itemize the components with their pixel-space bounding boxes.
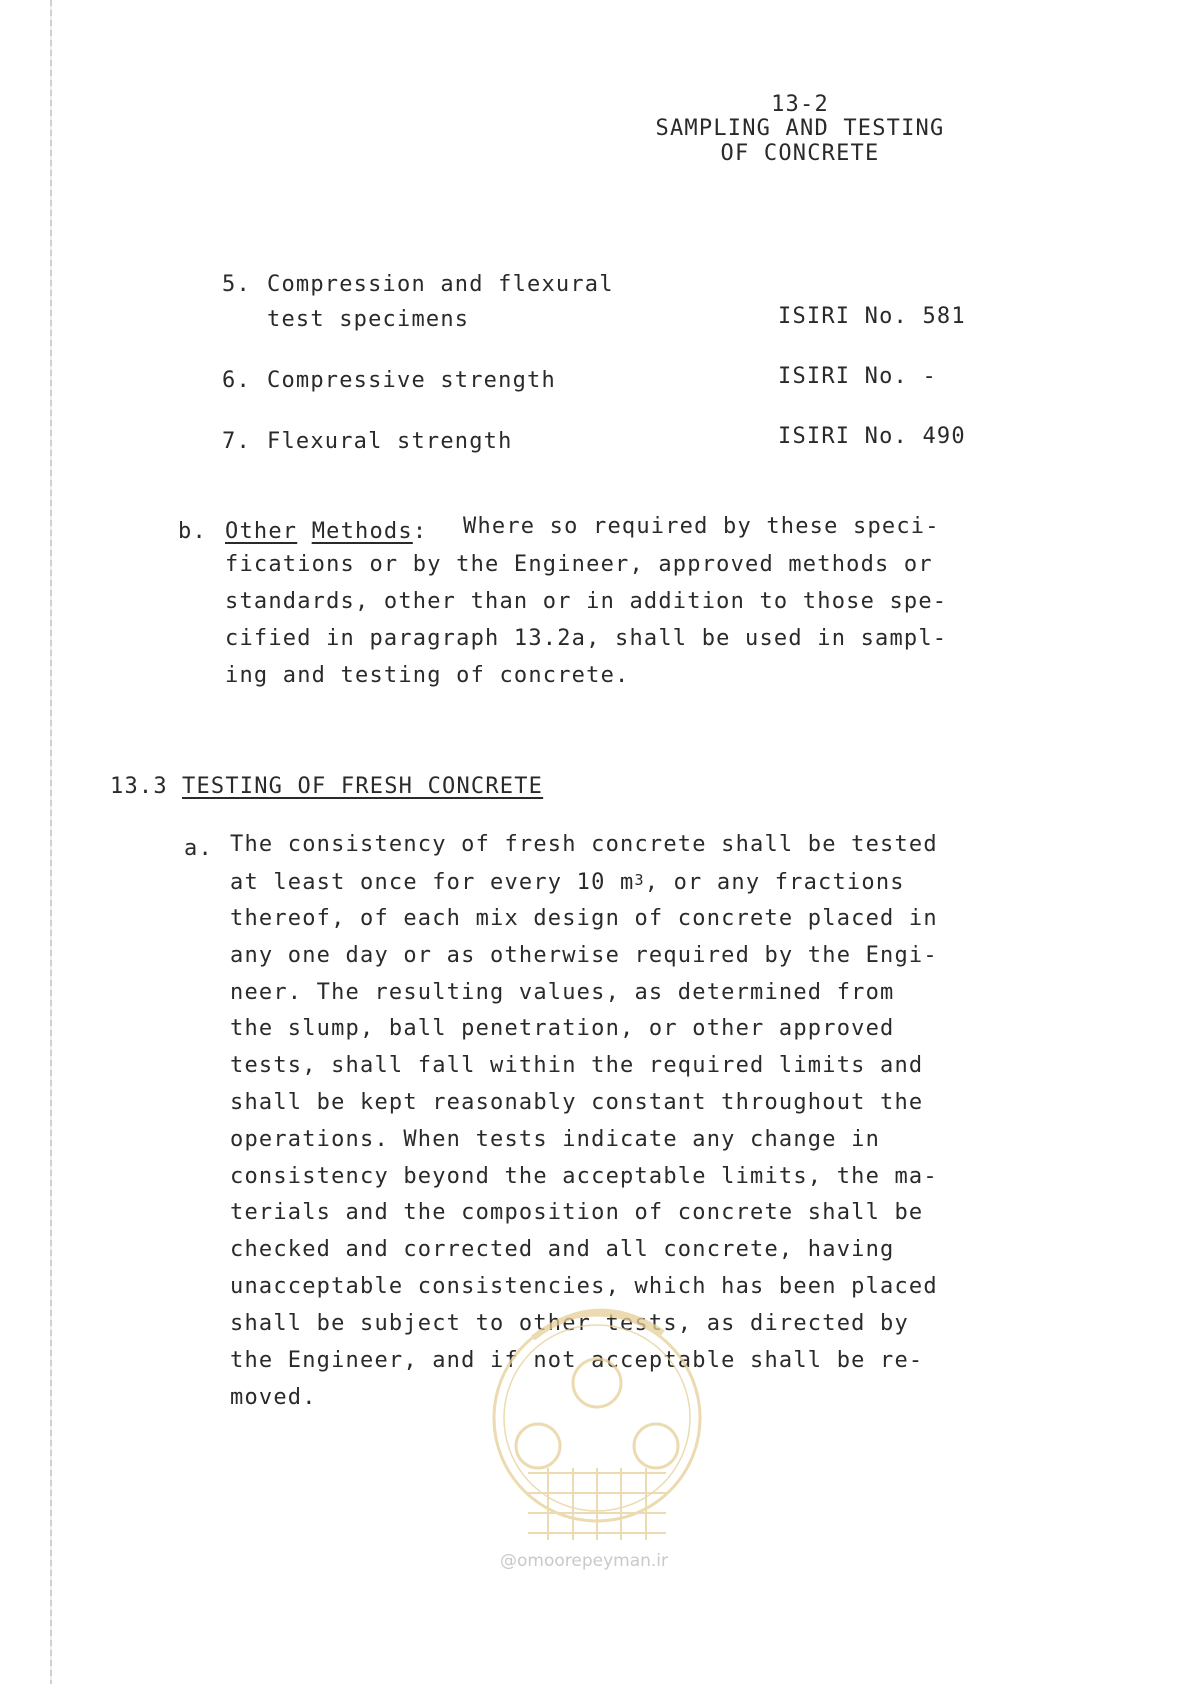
list-item-number: 6. bbox=[222, 368, 251, 393]
paragraph-line: consistency beyond the acceptable limits, the ma- bbox=[230, 1164, 938, 1189]
list-item-reference: ISIRI No. - bbox=[778, 364, 937, 389]
paragraph-line: fications or by the Engineer, approved methods or bbox=[225, 552, 933, 577]
line-text: at least once for every 10 m bbox=[230, 870, 635, 895]
paragraph-line: the Engineer, and if not acceptable shall be re- bbox=[230, 1348, 924, 1373]
paragraph-line bbox=[230, 872, 905, 894]
paragraph-line: tests, shall fall within the required limits and bbox=[230, 1053, 924, 1078]
paragraph-line: moved. bbox=[230, 1385, 317, 1410]
list-item-label: test specimens bbox=[267, 307, 470, 332]
list-item-reference: ISIRI No. 490 bbox=[778, 424, 966, 449]
paragraph-line: cified in paragraph 13.2a, shall be used in sampl- bbox=[225, 626, 948, 651]
paragraph-line: any one day or as otherwise required by the Engi- bbox=[230, 943, 938, 968]
list-item-number: 7. bbox=[222, 429, 251, 454]
section-title-line2: OF CONCRETE bbox=[720, 141, 880, 166]
list-item-label: Flexural strength bbox=[267, 429, 513, 454]
paragraph-line: The consistency of fresh concrete shall be tested bbox=[230, 832, 938, 857]
paragraph-line: neer. The resulting values, as determined from bbox=[230, 980, 895, 1005]
section-heading: TESTING OF FRESH CONCRETE bbox=[182, 774, 544, 799]
paragraph-line: the slump, ball penetration, or other approved bbox=[230, 1016, 895, 1041]
other-methods-heading bbox=[225, 521, 427, 543]
section-title-line1: SAMPLING AND TESTING bbox=[655, 116, 945, 141]
paragraph-line: terials and the composition of concrete shall be bbox=[230, 1200, 924, 1225]
heading-word: Other bbox=[225, 519, 298, 544]
paragraph-line: checked and corrected and all concrete, having bbox=[230, 1237, 895, 1262]
paragraph-line: unacceptable consistencies, which has been placed bbox=[230, 1274, 938, 1299]
heading-word: Methods bbox=[311, 519, 413, 544]
heading-colon: : bbox=[412, 519, 428, 544]
list-item-reference: ISIRI No. 581 bbox=[778, 304, 966, 329]
list-item-label: Compression and flexural bbox=[267, 272, 614, 297]
paragraph-line: ing and testing of concrete. bbox=[225, 663, 630, 688]
list-item-label: Compressive strength bbox=[267, 368, 556, 393]
section-number: 13.3 bbox=[110, 774, 168, 799]
watermark-site-text: @omoorepeyman.ir bbox=[500, 1551, 669, 1571]
list-item-number: 5. bbox=[222, 272, 251, 297]
paragraph-line: shall be subject to other tests, as directed by bbox=[230, 1311, 909, 1336]
superscript-exponent: 3 bbox=[634, 871, 645, 889]
paragraph-line: thereof, of each mix design of concrete placed in bbox=[230, 906, 938, 931]
paragraph-line: operations. When tests indicate any change in bbox=[230, 1127, 881, 1152]
paragraph-marker: b. bbox=[178, 519, 207, 544]
paragraph-line: shall be kept reasonably constant throughout the bbox=[230, 1090, 924, 1115]
page-number: 13-2 bbox=[771, 92, 829, 117]
watermark-logo bbox=[488, 1278, 706, 1568]
paragraph-line: Where so required by these speci- bbox=[463, 514, 940, 539]
scan-binding-edge bbox=[50, 0, 52, 1684]
line-text: , or any fractions bbox=[644, 870, 905, 895]
paragraph-marker: a. bbox=[184, 836, 213, 861]
paragraph-line: standards, other than or in addition to those spe- bbox=[225, 589, 948, 614]
